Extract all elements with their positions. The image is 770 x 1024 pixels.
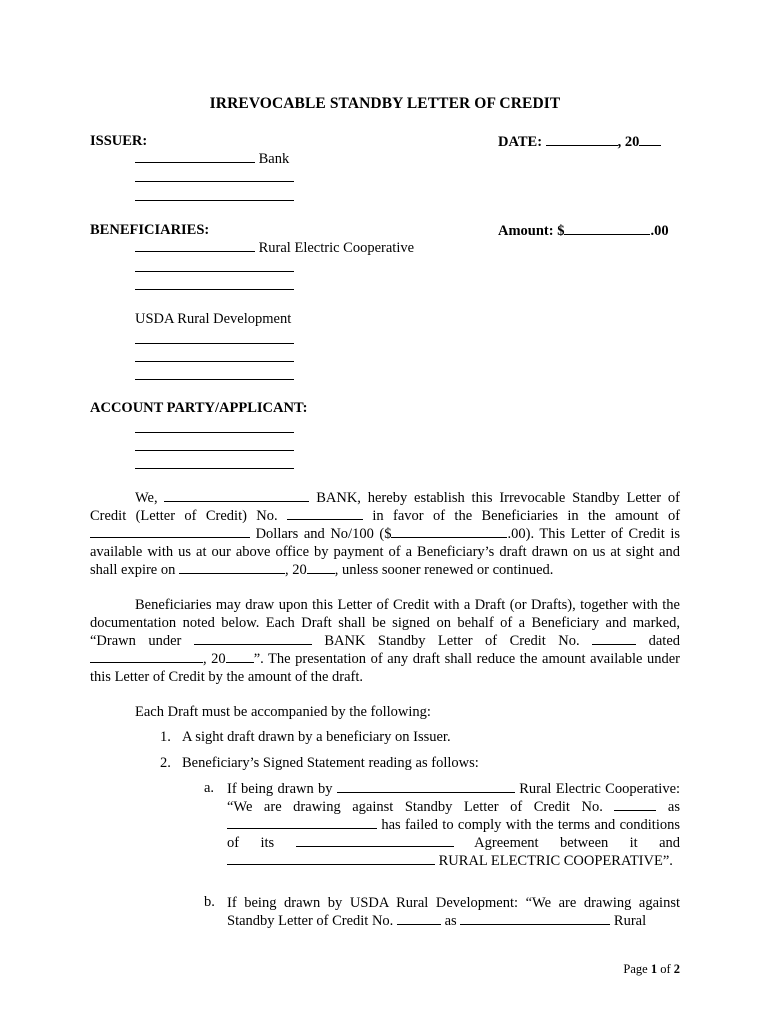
p1-text-3: in favor of the Beneficiaries in the amount of bbox=[372, 508, 681, 524]
p1-text-5: .00). This Letter of Credit is available with us at our above office by payment of a Beneficiary’s draft drawn on us at sight and shall expire on bbox=[90, 526, 681, 578]
p1-bank-blank bbox=[164, 489, 309, 502]
sub-a-loc-number-blank bbox=[614, 798, 656, 811]
sub-b-party-blank bbox=[460, 912, 610, 925]
usda-label: USDA Rural Development bbox=[135, 311, 292, 327]
amount-blank bbox=[564, 222, 650, 235]
account-party-label: ACCOUNT PARTY/APPLICANT: bbox=[90, 400, 308, 416]
account-party-line-3 bbox=[135, 468, 294, 469]
issuer-label: ISSUER: bbox=[90, 133, 148, 149]
date-label: DATE: bbox=[498, 134, 543, 150]
issuer-bank-blank bbox=[135, 150, 255, 163]
list-item-text: A sight draft drawn by a beneficiary on Issuer. bbox=[182, 729, 451, 745]
paragraph-establishment bbox=[90, 489, 680, 579]
p2-date-blank bbox=[90, 650, 203, 663]
page-word: Page bbox=[623, 962, 648, 976]
paragraph-requirements: Each Draft must be accompanied by the following: bbox=[135, 704, 431, 720]
amount-suffix: .00 bbox=[650, 223, 669, 239]
sub-a-marker: a. bbox=[204, 780, 215, 796]
sub-a-text bbox=[227, 780, 680, 870]
p2-bank-blank bbox=[194, 632, 312, 645]
usda-address-line-3 bbox=[135, 379, 294, 380]
p1-we: We, bbox=[135, 490, 158, 506]
p2-loc-number-blank bbox=[592, 632, 636, 645]
sub-a-party-blank bbox=[227, 816, 377, 829]
p1-text-6: , 20 bbox=[285, 562, 307, 578]
p2-text-5: ”. The presentation of any draft shall reduce the amount available under this Letter of Credit by the amount of the draft. bbox=[90, 651, 680, 685]
date-blank bbox=[546, 133, 618, 146]
sub-a-agreement-blank bbox=[296, 834, 454, 847]
sub-a-text-3: as bbox=[667, 799, 681, 815]
sub-a-text-2: Rural Electric Cooperative: “We are drawing against Standby Letter of Credit No. bbox=[227, 781, 681, 815]
coop-blank bbox=[135, 239, 255, 252]
p1-expiry-blank bbox=[179, 561, 285, 574]
sub-b-text-3: Rural bbox=[613, 913, 647, 929]
page-total: 2 bbox=[673, 962, 680, 976]
usda-address-line-1 bbox=[135, 343, 294, 344]
p1-loc-number-blank bbox=[287, 507, 363, 520]
amount-field bbox=[498, 222, 669, 240]
p1-expiry-year-blank bbox=[307, 561, 335, 574]
coop-line bbox=[135, 239, 414, 257]
p1-amount-number-blank bbox=[391, 525, 507, 538]
sub-a-text-1: If being drawn by bbox=[227, 781, 333, 797]
issuer-bank-suffix: Bank bbox=[258, 151, 290, 167]
p2-text-4: , 20 bbox=[203, 651, 226, 667]
p1-amount-words-blank bbox=[90, 525, 250, 538]
sub-b-text bbox=[227, 894, 680, 930]
account-party-line-1 bbox=[135, 432, 294, 433]
issuer-address-line-1 bbox=[135, 181, 294, 182]
list-item bbox=[160, 729, 451, 746]
sub-b-text-2: as bbox=[444, 913, 457, 929]
p1-text-2: BANK, hereby establish this Irrevocable Standby Letter of Credit (Letter of Credit) No. bbox=[90, 490, 680, 524]
list-item bbox=[160, 755, 479, 772]
date-year-blank bbox=[639, 133, 661, 146]
usda-address-line-2 bbox=[135, 361, 294, 362]
list-marker: 2. bbox=[160, 755, 171, 771]
sub-b-text-1: If being drawn by USDA Rural Development: “We are drawing against Standby Letter of Credit No. bbox=[227, 895, 680, 929]
coop-address-line-1 bbox=[135, 271, 294, 272]
p1-text-4: Dollars and No/100 ($ bbox=[255, 526, 392, 542]
p2-text-2: BANK Standby Letter of Credit No. bbox=[324, 633, 580, 649]
beneficiaries-label: BENEFICIARIES: bbox=[90, 222, 210, 238]
page-of-word: of bbox=[660, 962, 671, 976]
account-party-line-2 bbox=[135, 450, 294, 451]
paragraph-drawing bbox=[90, 596, 680, 686]
sub-a-text-6: RURAL ELECTRIC COOPERATIVE”. bbox=[438, 853, 673, 869]
sub-b-marker: b. bbox=[204, 894, 215, 910]
amount-label: Amount: $ bbox=[498, 223, 565, 239]
issuer-address-line-2 bbox=[135, 200, 294, 201]
p1-text-7: , unless sooner renewed or continued. bbox=[334, 562, 554, 578]
sub-a-drawer-blank bbox=[337, 780, 515, 793]
list-marker: 1. bbox=[160, 729, 171, 745]
date-year-prefix: , 20 bbox=[617, 134, 640, 150]
coop-suffix: Rural Electric Cooperative bbox=[258, 240, 415, 256]
sub-a-coop-blank bbox=[227, 852, 435, 865]
sub-a-text-4: has failed to comply with the terms and conditions of its bbox=[227, 817, 681, 851]
document-title: IRREVOCABLE STANDBY LETTER OF CREDIT bbox=[209, 95, 561, 112]
coop-address-line-2 bbox=[135, 289, 294, 290]
sub-a-text-5: Agreement between it and bbox=[474, 835, 681, 851]
p2-text-1: Beneficiaries may draw upon this Letter of Credit with a Draft (or Drafts), together with the documentation noted below. Each Draft shall be signed on behalf of a Beneficiary and marked, “Drawn under bbox=[90, 597, 680, 649]
p2-year-blank bbox=[226, 650, 254, 663]
list-item-text: Beneficiary’s Signed Statement reading as follows: bbox=[182, 755, 479, 771]
p2-text-3: dated bbox=[648, 633, 681, 649]
issuer-bank-line bbox=[135, 150, 289, 168]
sub-b-loc-number-blank bbox=[397, 912, 441, 925]
date-field bbox=[498, 133, 661, 151]
page-number bbox=[623, 962, 680, 977]
page-current: 1 bbox=[650, 962, 658, 976]
